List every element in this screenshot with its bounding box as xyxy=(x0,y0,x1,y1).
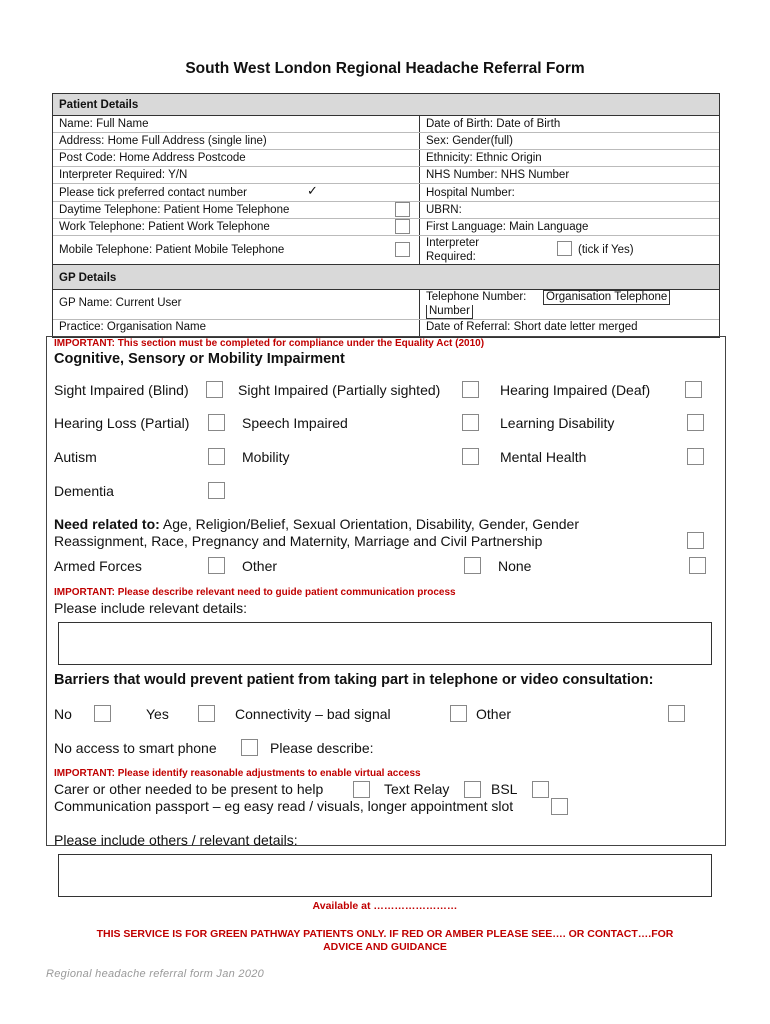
sight-partial-label: Sight Impaired (Partially sighted) xyxy=(238,382,441,398)
text-relay-checkbox[interactable] xyxy=(464,781,481,798)
hearing-loss-label: Hearing Loss (Partial) xyxy=(54,415,190,431)
speech-checkbox[interactable] xyxy=(462,414,479,431)
tick-if-yes-label: (tick if Yes) xyxy=(578,244,634,256)
barrier-no-label: No xyxy=(54,706,72,722)
need-related-list: Age, Religion/Belief, Sexual Orientation, Disability, Gender, Gender xyxy=(159,516,580,532)
text-relay-label: Text Relay xyxy=(384,781,450,797)
need-related-text xyxy=(54,516,579,533)
mobile-telephone: Mobile Telephone: Patient Mobile Telephone xyxy=(59,244,285,256)
patient-postcode: Post Code: Home Address Postcode xyxy=(59,152,246,164)
armed-forces-checkbox[interactable] xyxy=(208,557,225,574)
date-of-referral: Date of Referral: Short date letter merged xyxy=(426,321,638,333)
equality-important-note: IMPORTANT: This section must be completed for compliance under the Equality Act (2010) xyxy=(54,338,485,349)
interpreter-label-2: Required: xyxy=(426,251,476,263)
bsl-label: BSL xyxy=(491,781,518,797)
no-smartphone-checkbox[interactable] xyxy=(241,739,258,756)
service-notice: THIS SERVICE IS FOR GREEN PATHWAY PATIENTS ONLY. IF RED OR AMBER PLEASE SEE…. OR CONTACT….FOR xyxy=(96,928,674,940)
patient-details-header: Patient Details xyxy=(53,94,719,116)
gp-telephone-label: Telephone Number: xyxy=(426,291,527,303)
mental-checkbox[interactable] xyxy=(687,448,704,465)
impairment-heading: Cognitive, Sensory or Mobility Impairment xyxy=(54,351,345,367)
need-related-label: Need related to: xyxy=(54,516,160,532)
armed-forces-label: Armed Forces xyxy=(54,558,142,574)
barrier-other-label: Other xyxy=(476,706,512,722)
gp-name: GP Name: Current User xyxy=(59,297,182,309)
relevant-details-label: Please include relevant details: xyxy=(54,600,248,616)
barrier-other-checkbox[interactable] xyxy=(668,705,685,722)
hearing-deaf-label: Hearing Impaired (Deaf) xyxy=(500,382,651,398)
work-telephone: Work Telephone: Patient Work Telephone xyxy=(59,221,270,233)
interpreter-checkbox[interactable] xyxy=(557,241,572,256)
gp-telephone-value[interactable]: Organisation Telephone xyxy=(543,290,670,305)
date-of-birth: Date of Birth: Date of Birth xyxy=(426,118,561,130)
ethnicity: Ethnicity: Ethnic Origin xyxy=(426,152,542,164)
learning-checkbox[interactable] xyxy=(687,414,704,431)
mobility-checkbox[interactable] xyxy=(462,448,479,465)
daytime-telephone-checkbox[interactable] xyxy=(395,202,410,217)
barrier-no-checkbox[interactable] xyxy=(94,705,111,722)
autism-label: Autism xyxy=(54,449,97,465)
sight-blind-label: Sight Impaired (Blind) xyxy=(54,382,189,398)
dementia-checkbox[interactable] xyxy=(208,482,225,499)
nhs-number: NHS Number: NHS Number xyxy=(426,169,570,181)
interpreter-required: Interpreter Required: Y/N xyxy=(59,169,188,181)
gp-telephone-value-2: Number xyxy=(426,305,473,319)
first-language: First Language: Main Language xyxy=(426,221,589,233)
mobility-label: Mobility xyxy=(242,449,290,465)
learning-label: Learning Disability xyxy=(500,415,615,431)
barrier-yes-checkbox[interactable] xyxy=(198,705,215,722)
hearing-deaf-checkbox[interactable] xyxy=(685,381,702,398)
work-telephone-checkbox[interactable] xyxy=(395,219,410,234)
connectivity-label: Connectivity – bad signal xyxy=(235,706,391,722)
communication-passport-label: Communication passport – eg easy read / visuals, longer appointment slot xyxy=(54,798,514,814)
daytime-telephone: Daytime Telephone: Patient Home Telephone xyxy=(59,204,290,216)
hospital-number: Hospital Number: xyxy=(426,187,515,199)
other-label: Other xyxy=(242,558,278,574)
footer-note: Regional headache referral form Jan 2020 xyxy=(46,968,265,980)
patient-name: Name: Full Name xyxy=(59,118,149,130)
need-related-checkbox[interactable] xyxy=(687,532,704,549)
need-related-text-2: Reassignment, Race, Pregnancy and Maternity, Marriage and Civil Partnership xyxy=(54,533,543,549)
autism-checkbox[interactable] xyxy=(208,448,225,465)
carer-label: Carer or other needed to be present to help xyxy=(54,781,324,797)
none-checkbox[interactable] xyxy=(689,557,706,574)
sex: Sex: Gender(full) xyxy=(426,135,513,147)
speech-label: Speech Impaired xyxy=(242,415,348,431)
sight-blind-checkbox[interactable] xyxy=(206,381,223,398)
gp-details-header: GP Details xyxy=(53,264,719,290)
no-smartphone-label: No access to smart phone xyxy=(54,740,217,756)
tick-icon: ✓ xyxy=(307,183,318,198)
barrier-yes-label: Yes xyxy=(146,706,169,722)
communication-important-note: IMPORTANT: Please describe relevant need to guide patient communication process xyxy=(54,587,456,598)
others-details-textarea[interactable] xyxy=(58,854,712,897)
others-details-label: Please include others / relevant details: xyxy=(54,832,298,848)
ubrn: UBRN: xyxy=(426,204,462,216)
carer-checkbox[interactable] xyxy=(353,781,370,798)
bsl-checkbox[interactable] xyxy=(532,781,549,798)
sight-partial-checkbox[interactable] xyxy=(462,381,479,398)
interpreter-label: Interpreter xyxy=(426,237,480,249)
available-at: Available at …………………… xyxy=(312,900,458,912)
hearing-loss-checkbox[interactable] xyxy=(208,414,225,431)
patient-address: Address: Home Full Address (single line) xyxy=(59,135,267,147)
form-title: South West London Regional Headache Referral Form xyxy=(185,60,585,77)
mobile-telephone-checkbox[interactable] xyxy=(395,242,410,257)
dementia-label: Dementia xyxy=(54,483,114,499)
practice-name: Practice: Organisation Name xyxy=(59,321,207,333)
mental-label: Mental Health xyxy=(500,449,587,465)
service-notice-2: ADVICE AND GUIDANCE xyxy=(323,941,447,953)
relevant-details-textarea[interactable] xyxy=(58,622,712,665)
barriers-heading: Barriers that would prevent patient from taking part in telephone or video consultation: xyxy=(54,672,654,688)
none-label: None xyxy=(498,558,532,574)
virtual-access-important-note: IMPORTANT: Please identify reasonable adjustments to enable virtual access xyxy=(54,768,421,779)
please-describe-label: Please describe: xyxy=(270,740,374,756)
connectivity-checkbox[interactable] xyxy=(450,705,467,722)
communication-passport-checkbox[interactable] xyxy=(551,798,568,815)
patient-details-table xyxy=(52,93,720,338)
other-checkbox[interactable] xyxy=(464,557,481,574)
contact-preference-label: Please tick preferred contact number xyxy=(59,187,247,199)
